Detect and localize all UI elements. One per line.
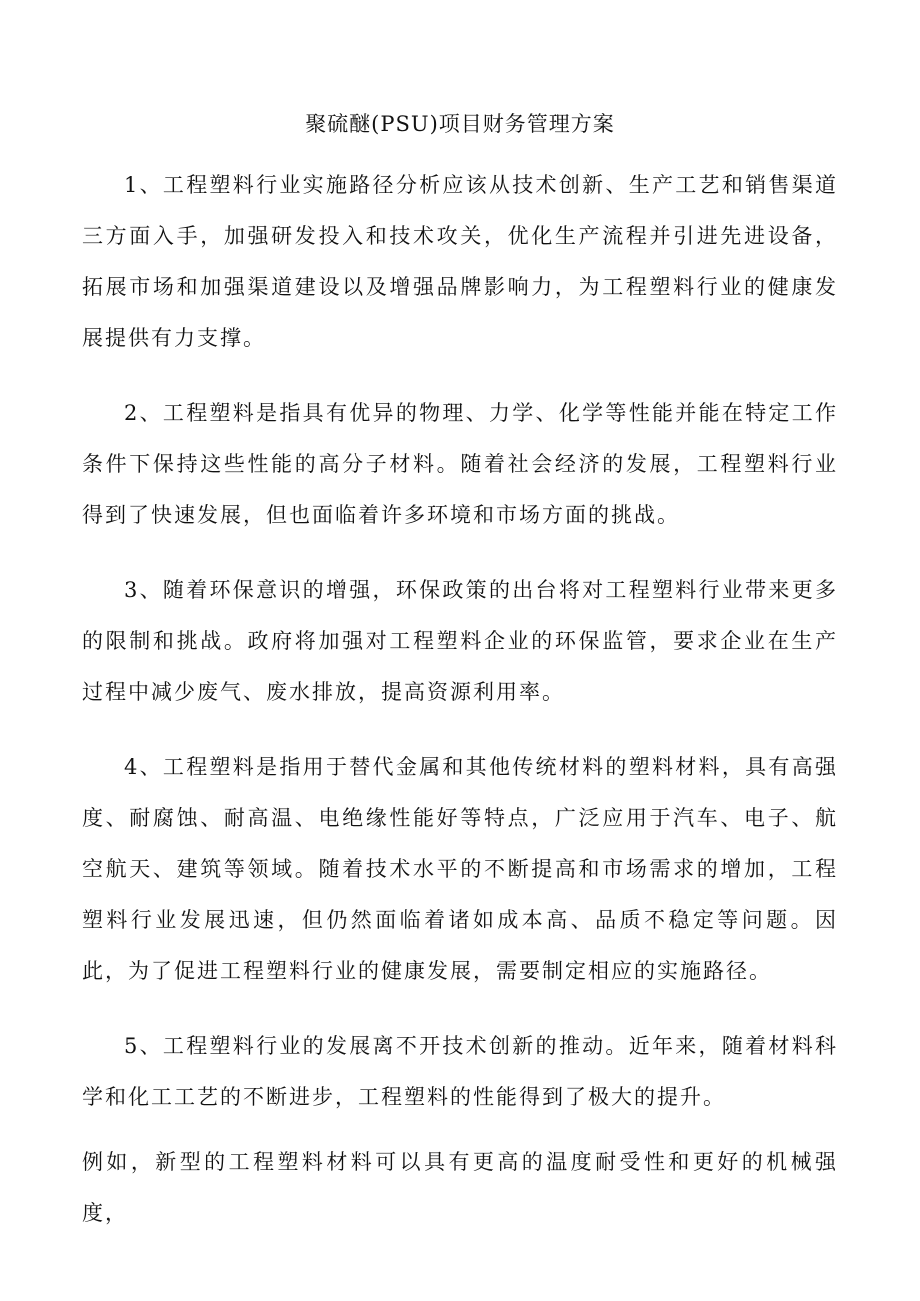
paragraph-6: 例如，新型的工程塑料材料可以具有更高的温度耐受性和更好的机械强度， bbox=[82, 1150, 838, 1225]
paragraph-5: 5、工程塑料行业的发展离不开技术创新的推动。近年来，随着材料科学和化工工艺的不断进步，工程塑料的性能得到了极大的提升。 bbox=[82, 1034, 838, 1109]
document-body bbox=[82, 160, 838, 1263]
document-title: 聚硫醚(PSU)项目财务管理方案 bbox=[305, 112, 615, 136]
paragraph-3: 3、随着环保意识的增强，环保政策的出台将对工程塑料行业带来更多的限制和挑战。政府将加强对工程塑料企业的环保监管，要求企业在生产过程中减少废气、废水排放，提高资源利用率。 bbox=[82, 578, 838, 704]
paragraph-2: 2、工程塑料是指具有优异的物理、力学、化学等性能并能在特定工作条件下保持这些性能的高分子材料。随着社会经济的发展，工程塑料行业得到了快速发展，但也面临着许多环境和市场方面的挑战。 bbox=[82, 401, 838, 527]
paragraph-4: 4、工程塑料是指用于替代金属和其他传统材料的塑料材料，具有高强度、耐腐蚀、耐高温、电绝缘性能好等特点，广泛应用于汽车、电子、航空航天、建筑等领域。随着技术水平的不断提高和市场需求的增加，工程塑料行业发展迅速，但仍然面临着诸如成本高、品质不稳定等问题。因此，为了促进工程塑料行业的健康发展，需要制定相应的实施路径。 bbox=[82, 755, 838, 983]
paragraph-1: 1、工程塑料行业实施路径分析应该从技术创新、生产工艺和销售渠道三方面入手，加强研发投入和技术攻关，优化生产流程并引进先进设备，拓展市场和加强渠道建设以及增强品牌影响力，为工程塑料行业的健康发展提供有力支撑。 bbox=[82, 173, 838, 350]
